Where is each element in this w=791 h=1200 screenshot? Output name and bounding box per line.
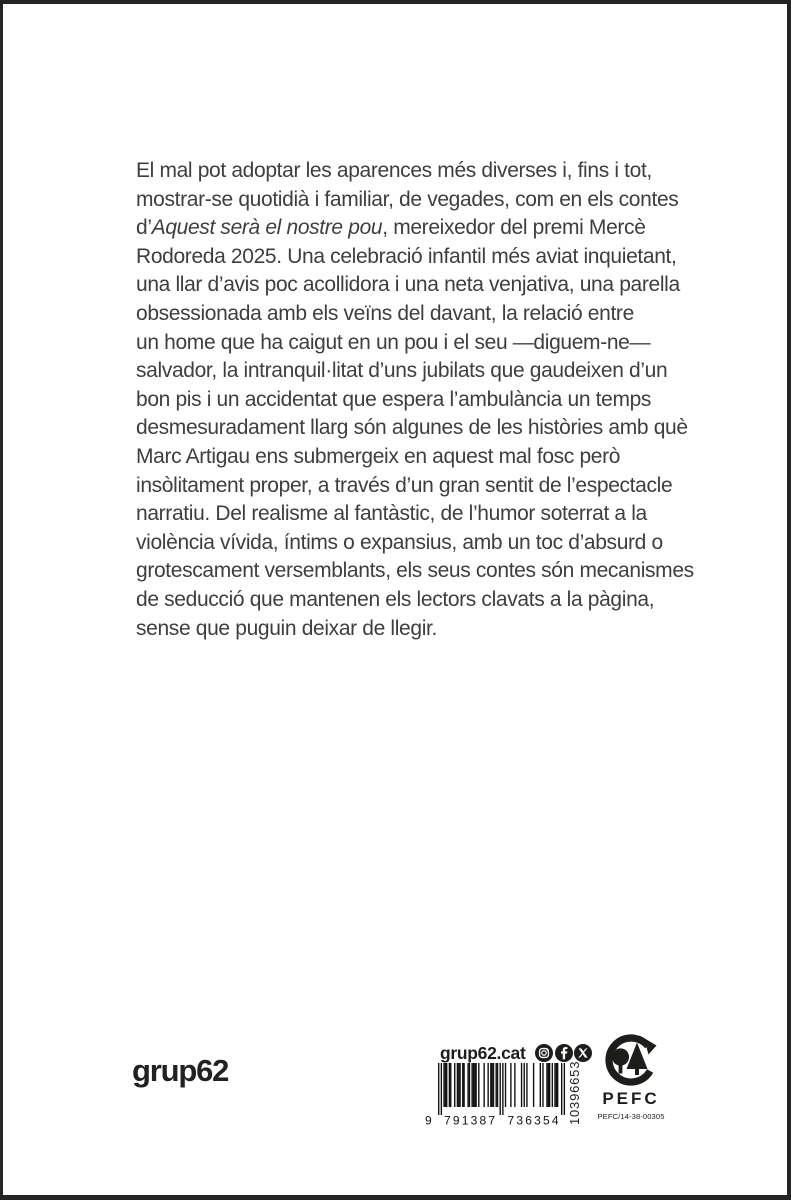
- serial-number: 10396653: [567, 1060, 582, 1125]
- barcode-lead-digit: 9: [425, 1113, 432, 1126]
- instagram-icon: [535, 1044, 553, 1062]
- blurb-line: Rodoreda 2025. Una celebració infantil més aviat inquietant,: [136, 244, 677, 268]
- barcode-bars: [438, 1063, 565, 1115]
- barcode-digits-right: 736354: [507, 1113, 559, 1126]
- ean13-barcode: [424, 1063, 566, 1126]
- blurb-text: [136, 157, 694, 643]
- blurb-line: un home que ha caigut en un pou i el seu —diguem-ne—: [136, 330, 651, 354]
- blurb-line: violència vívida, íntims o expansius, amb un toc d’absurd o: [136, 530, 663, 554]
- pefc-logo: [594, 1034, 668, 1121]
- website-url: grup62.cat: [440, 1042, 526, 1063]
- barcode-digits-left: 791387: [444, 1113, 495, 1126]
- blurb-line: narratiu. Del realisme al fantàstic, de l’humor soterrat a la: [136, 502, 647, 526]
- blurb-line: grotescament versemblants, els seus contes són mecanismes: [136, 559, 694, 583]
- blurb-line: El mal pot adoptar les aparences més diverses i, fins i tot,: [136, 159, 652, 182]
- blurb-line: sense que puguin deixar de llegir.: [136, 616, 437, 640]
- blurb-line: Marc Artigau ens submergeix en aquest mal fosc però: [136, 444, 621, 468]
- book-title-reference: Aquest serà el nostre pou: [151, 216, 383, 240]
- x-icon: [574, 1044, 592, 1062]
- blurb-segment: , mereixedor del premi Mercè: [382, 216, 646, 240]
- blurb-line: mostrar-se quotidià i familiar, de vegades, com en els contes: [136, 187, 679, 211]
- blurb-line-with-title: [136, 214, 681, 243]
- blurb-line: insòlitament proper, a través d’un gran sentit de l’espectacle: [136, 473, 673, 497]
- blurb-line: una llar d’avis poc acollidora i una neta venjativa, una parella: [136, 273, 680, 297]
- pefc-certificate-code: PEFC/14-38-00305: [597, 1112, 665, 1121]
- blurb-line: de seducció que mantenen els lectors clavats a la pàgina,: [136, 587, 655, 611]
- facebook-icon: [555, 1044, 573, 1062]
- pefc-trees-icon: [601, 1034, 661, 1086]
- blurb-line: desmesuradament llarg són algunes de les històries amb què: [136, 416, 688, 440]
- blurb-line: bon pis i un accidentat que espera l’ambulància un temps: [136, 387, 652, 411]
- pefc-name: PEFC: [602, 1089, 660, 1108]
- blurb-line: obsessionada amb els veïns del davant, la relació entre: [136, 301, 634, 325]
- blurb-segment: d’: [136, 216, 152, 240]
- blurb-line: salvador, la intranquil·litat d’uns jubilats que gaudeixen d’un: [136, 359, 668, 383]
- grup62-logo: grup62: [132, 1053, 229, 1088]
